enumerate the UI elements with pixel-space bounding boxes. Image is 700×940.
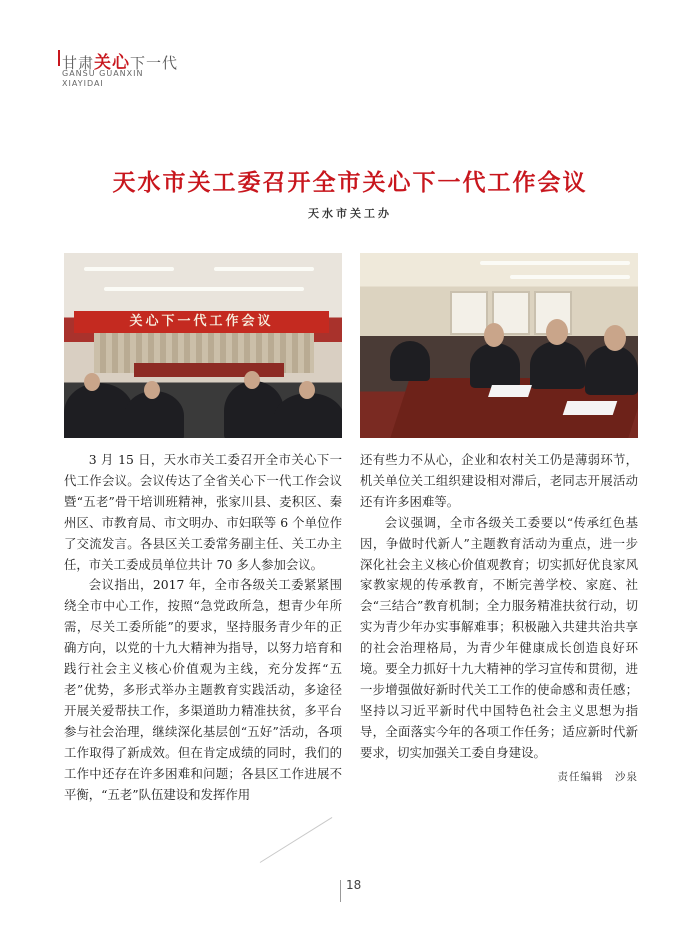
magazine-logo [62, 48, 179, 94]
logo-english-line1: GANSU GUANXIN [62, 69, 144, 78]
ceiling-light [104, 287, 304, 291]
attendee [390, 341, 430, 381]
audience-head [144, 381, 160, 399]
audience-head [299, 381, 315, 399]
article-column-right [360, 450, 638, 788]
page-number: 18 [346, 878, 362, 892]
meeting-photo-left [64, 253, 342, 438]
document-paper [563, 401, 618, 415]
attendee [530, 341, 585, 389]
meeting-photo-right [360, 253, 638, 438]
article-author: 天水市关工办 [308, 207, 392, 220]
footer-decoration-line [260, 817, 333, 863]
ceiling-light [84, 267, 174, 271]
audience-head [84, 373, 100, 391]
paragraph-3: 会议强调，全市各级关工委要以“传承红色基因，争做时代新人”主题教育活动为重点，进一步深化社会主义核心价值观教育；切实抓好优良家风家教家规的传承教育，不断完善学校、家庭、社会“三结合”教育机制；全力服务精准扶贫行动，切实为青少年办实事解难事；积极融入共建共治共享的社会治理格局，为青少年健康成长创造良好环境。要全力抓好十九大精神的学习宣传和贯彻，进一步增强做好新时代关工工作的使命感和责任感；坚持以习近平新时代中国特色社会主义思想为指导，全面落实今年的各项工作任务；适应新时代新要求，切实加强关工委自身建设。 [360, 514, 638, 760]
attendee [470, 343, 520, 388]
paragraph-1: 3 月 15 日，天水市关工委召开全市关心下一代工作会议。会议传达了全省关心下一代工作会议暨“五老”骨干培训班精神，张家川县、麦积区、秦州区、市教育局、市文明办、市妇联等 6 个单位作了交流发言。各县区关工委常务副主任、关工办主任，市关工委成员单位共计 70 多人参加会议。 [64, 452, 342, 572]
attendee [585, 345, 638, 395]
audience-head [244, 371, 260, 389]
article-title: 天水市关工委召开全市关心下一代工作会议 [112, 169, 588, 196]
meeting-banner: 关心下一代工作会议 [74, 311, 329, 333]
article-column-left [64, 450, 342, 805]
logo-english-line2: XIAYIDAI [62, 79, 104, 88]
attendee-head [546, 319, 568, 345]
logo-prefix: 甘肃 [62, 54, 95, 72]
paragraph-2: 会议指出，2017 年，全市各级关工委紧紧围绕全市中心工作，按照“急党政所急，想青少年所需，尽关工委所能”的要求，坚持服务青少年的正确方向，以党的十九大精神为指导，以努力培育和践行社会主义核心价值观为主线，充分发挥“五老”优势，多形式举办主题教育实践活动，多途径开展关爱帮扶工作，多渠道助力精准扶贫，多平台参与社会治理，继续深化基层创“五好”活动，各项工作取得了新成效。但在肯定成绩的同时，我们的工作中还存在许多困难和问题；各县区工作进展不平衡，“五老”队伍建设和发挥作用 [64, 577, 342, 802]
ceiling-light [510, 275, 630, 279]
paragraph-2-continued: 还有些力不从心，企业和农村关工仍是薄弱环节，机关单位关工组织建设相对滞后，老同志开展活动还有许多困难等。 [360, 452, 638, 509]
ceiling-light [214, 267, 314, 271]
ceiling-light [480, 261, 630, 265]
footer-divider [340, 880, 341, 902]
logo-main: 关心 [94, 53, 131, 73]
window [450, 291, 488, 335]
document-paper [488, 385, 532, 397]
audience [274, 393, 342, 438]
stage-table [134, 363, 284, 377]
logo-accent-bar [58, 50, 60, 66]
attendee-head [604, 325, 626, 351]
logo-suffix: 下一代 [130, 54, 179, 72]
editor-credit: 责任编辑 沙泉 [557, 770, 638, 783]
attendee-head [484, 323, 504, 347]
